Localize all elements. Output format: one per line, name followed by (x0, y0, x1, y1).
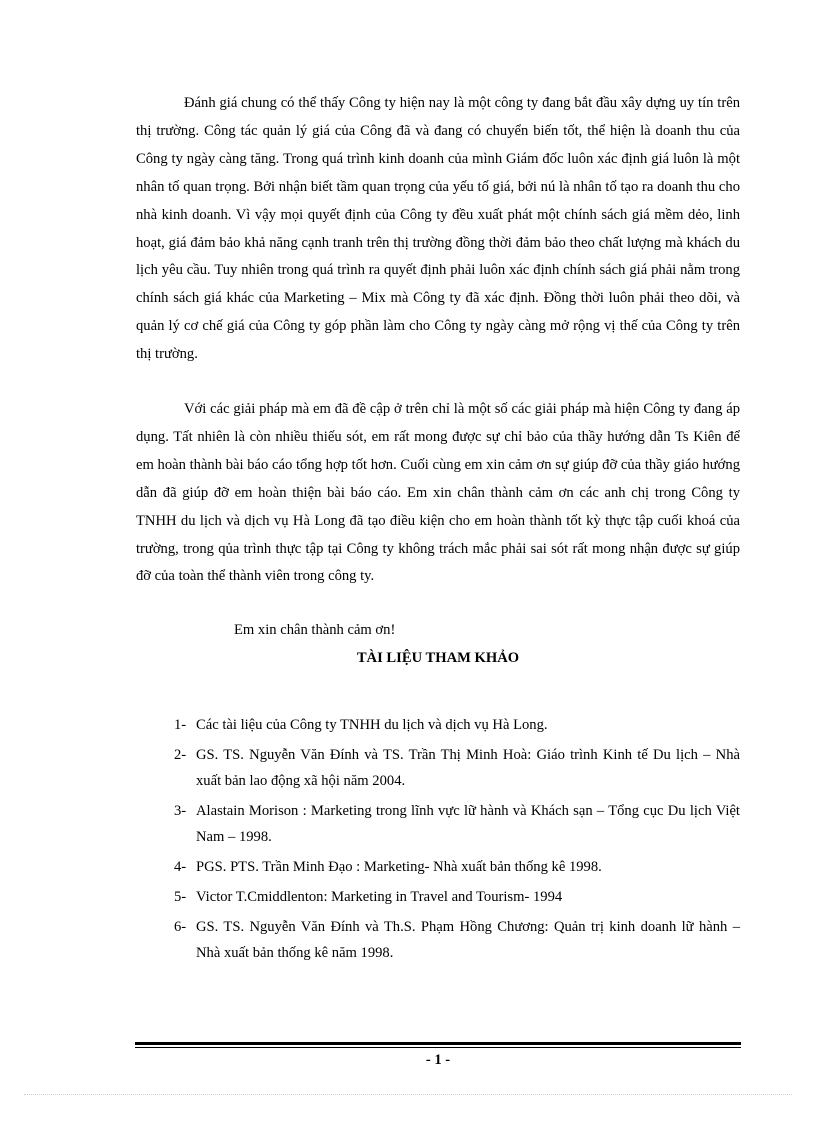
closing-thanks: Em xin chân thành cảm ơn! (234, 622, 396, 638)
reference-number: 5- (174, 889, 187, 905)
footer-rule-thick (135, 1042, 741, 1045)
reference-item (160, 742, 740, 794)
reference-text: PGS. PTS. Trần Minh Đạo : Marketing- Nhà xuất bản thống kê 1998. (196, 859, 602, 875)
reference-number: 4- (174, 859, 187, 875)
reference-number: 1- (174, 717, 187, 733)
body-paragraph: Đánh giá chung có thể thấy Công ty hiện nay là một công ty đang bắt đầu xây dựng uy tín trên thị trường. Công tác quản lý giá của Công đã và đang có chuyển biến tốt, thể hiện là doanh thu của Công ty ngày càng tăng. Trong quá trình kinh doanh của mình Giám đốc luôn xác định giá luôn là một nhân tố quan trọng. Bởi nhận biết tầm quan trọng của yếu tố giá, bởi nú là nhân tố tạo ra doanh thu cho nhà kinh doanh. Vì vậy mọi quyết định của Công ty đều xuất phát một chính sách giá mềm dẻo, linh hoạt, giá đảm bảo khả năng cạnh tranh trên thị trường đồng thời đảm bảo theo chất lượng mà khách du lịch yêu cầu. Tuy nhiên trong quá trình ra quyết định phải luôn xác định chính sách giá phải nằm trong chính sách giá khác của Marketing – Mix mà Công ty đã xác định. Đồng thời luôn phải theo dõi, và quản lý cơ chế giá của Công ty góp phần làm cho Công ty ngày càng mở rộng vị thế của Công ty trên thị trường. (136, 95, 740, 363)
reference-item (160, 798, 740, 850)
reference-item (160, 712, 740, 738)
reference-number: 2- (174, 747, 187, 763)
reference-number: 3- (174, 803, 187, 819)
reference-text: GS. TS. Nguyễn Văn Đính và TS. Trần Thị Minh Hoà: Giáo trình Kinh tế Du lịch – Nhà xuất bản lao động xã hội năm 2004. (196, 747, 740, 789)
references-list (160, 712, 740, 970)
reference-item (160, 914, 740, 966)
reference-item (160, 854, 740, 880)
reference-item (160, 884, 740, 910)
body-paragraph: Với các giải pháp mà em đã đề cập ở trên chỉ là một số các giải pháp mà hiện Công ty đang áp dụng. Tất nhiên là còn nhiều thiếu sót, em rất mong được sự chỉ bảo của thầy hướng dẫn Ts Kiên để em hoàn thành bài báo cáo tổng hợp tốt hơn. Cuối cùng em xin cảm ơn sự giúp đỡ của thầy giáo hướng dẫn đã giúp đỡ em hoàn thiện bài báo cáo. Em xin chân thành cảm ơn các anh chị trong Công ty TNHH du lịch và dịch vụ Hà Long đã tạo điều kiện cho em hoàn thành tốt kỳ thực tập cuối khoá của trường, trong qủa trình thực tập tại Công ty không trách mắc phải sai sót rất mong nhận được sự giúp đỡ của toàn thể thành viên trong công ty. (136, 401, 740, 585)
footer-rule-thin (135, 1047, 741, 1048)
page-edge-divider (24, 1094, 792, 1095)
page-number: - 1 - (425, 1052, 451, 1068)
reference-text: Victor T.Cmiddlenton: Marketing in Travel and Tourism- 1994 (196, 889, 563, 905)
reference-number: 6- (174, 919, 187, 935)
reference-text: GS. TS. Nguyễn Văn Đính và Th.S. Phạm Hồng Chương: Quản trị kinh doanh lữ hành – Nhà xuất bản thống kê năm 1998. (196, 919, 740, 961)
reference-text: Các tài liệu của Công ty TNHH du lịch và dịch vụ Hà Long. (196, 717, 548, 733)
references-heading: TÀI LIỆU THAM KHẢO (356, 650, 520, 666)
reference-text: Alastain Morison : Marketing trong lĩnh vực lữ hành và Khách sạn – Tổng cục Du lịch Việt Nam – 1998. (196, 803, 740, 845)
